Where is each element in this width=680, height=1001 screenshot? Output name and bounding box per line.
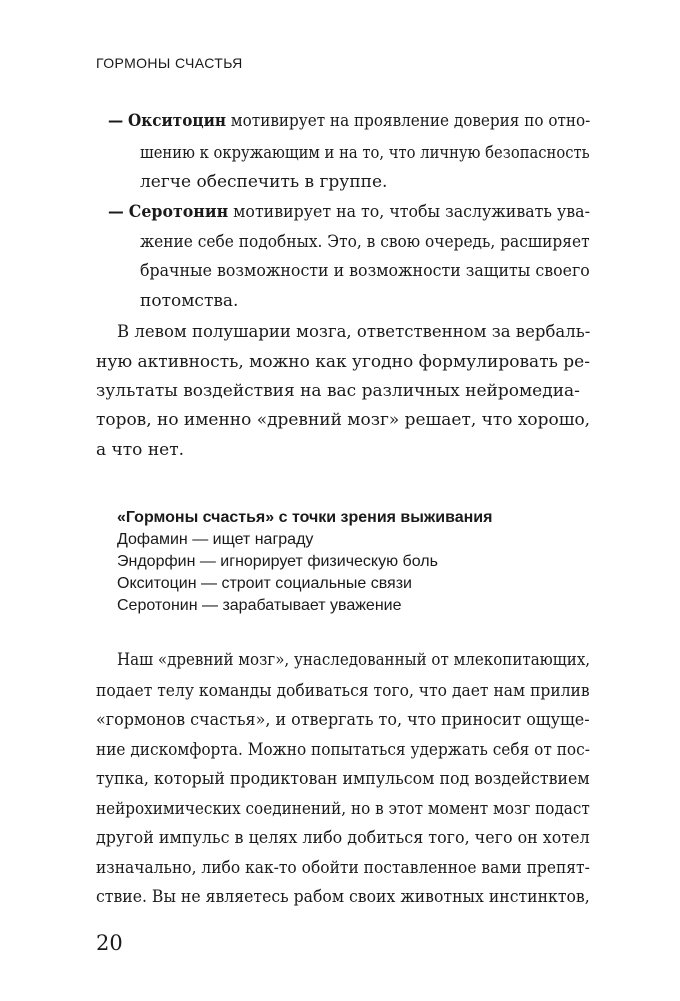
bullet-text: мотивирует на проявление доверия по отно-	[225, 111, 591, 131]
paragraph-line: другой импульс в целях либо добиться того, чего он хотел	[96, 828, 590, 848]
paragraph-line: тупка, который продиктован импульсом под воздействием	[96, 769, 590, 789]
bullet-text: мотивирует на то, чтобы заслуживать ува-	[228, 202, 590, 222]
bullet-text-line: потомства.	[140, 291, 239, 311]
sidebar-item-serotonin: Серотонин — зарабатывает уважение	[117, 597, 402, 614]
paragraph-line: ние дискомфорта. Можно попытаться удержать себя от пос-	[96, 740, 590, 760]
paragraph-line: зультаты воздействия на вас различных нейромедиа-	[96, 381, 580, 401]
bullet-dash: —	[108, 202, 124, 222]
bullet-text-line: жение себе подобных. Это, в свою очередь, расширяет	[140, 232, 590, 252]
paragraph-line: торов, но именно «древний мозг» решает, что хорошо,	[96, 410, 591, 430]
sidebar-item-dopamine: Дофамин — ищет награду	[117, 531, 314, 548]
paragraph-line: изначально, либо как-то обойти поставленное вами препят-	[96, 858, 590, 878]
bullet-text-line: брачные возможности и возможности защиты своего	[140, 261, 590, 281]
bullet-dash: —	[108, 111, 124, 131]
bullet-term: Серотонин	[128, 202, 229, 222]
sidebar-title: «Гормоны счастья» с точки зрения выживания	[117, 509, 493, 526]
bullet-item-serotonin	[108, 204, 590, 221]
page-number: 20	[96, 931, 123, 955]
paragraph-line: Наш «древний мозг», унаследованный от млекопитающих,	[117, 650, 591, 670]
bullet-text-line: легче обеспечить в группе.	[140, 172, 388, 192]
bullet-text-line: шению к окружающим и на то, что личную безопасность	[140, 143, 590, 163]
paragraph-line: ствие. Вы не являетесь рабом своих животных инстинктов,	[96, 887, 590, 907]
running-head: ГОРМОНЫ СЧАСТЬЯ	[96, 55, 243, 71]
paragraph-line: нейрохимических соединений, но в этот момент мозг подаст	[96, 799, 590, 819]
paragraph-line: В левом полушарии мозга, ответственном за вербаль-	[117, 322, 591, 342]
sidebar-item-endorphin: Эндорфин — игнорирует физическую боль	[117, 553, 438, 570]
sidebar-item-oxytocin: Окситоцин — строит социальные связи	[117, 575, 412, 592]
paragraph-line: ную активность, можно как угодно формулировать ре-	[96, 352, 590, 372]
paragraph-line: «гормонов счастья», и отвергать то, что приносит ощуще-	[96, 710, 590, 730]
paragraph-line: подает телу команды добиваться того, что дает нам прилив	[96, 681, 590, 701]
bullet-term: Окситоцин	[128, 111, 226, 131]
bullet-item-oxytocin	[108, 113, 590, 130]
paragraph-line: а что нет.	[96, 440, 185, 460]
